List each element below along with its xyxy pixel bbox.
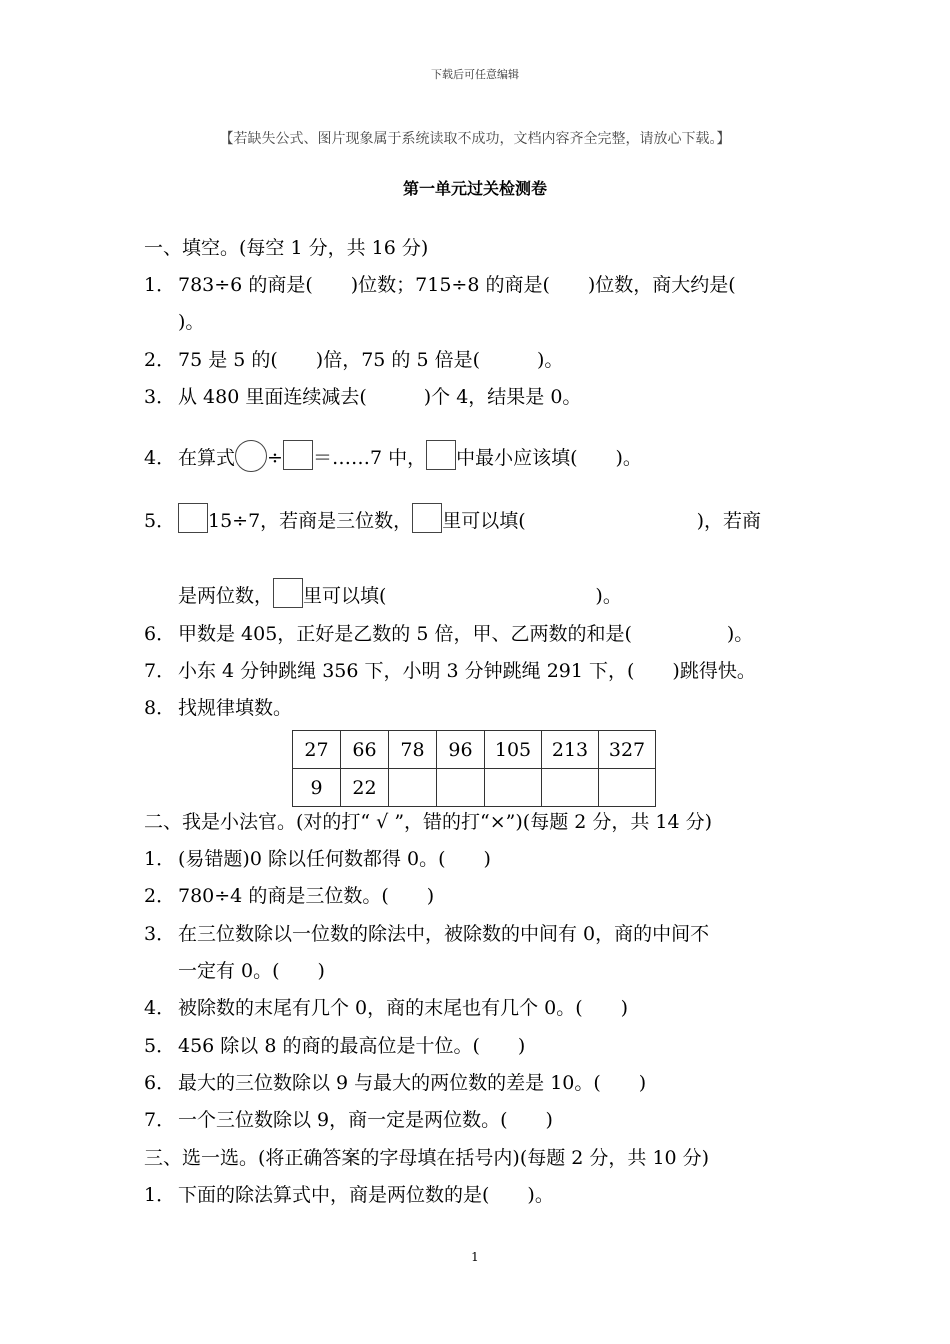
question-1-3 bbox=[144, 385, 581, 409]
text-part: 里可以填( )。 bbox=[303, 585, 622, 607]
blank-square bbox=[283, 440, 313, 470]
table-cell bbox=[542, 769, 599, 807]
question-number: 7． bbox=[144, 1109, 176, 1131]
table-cell: 105 bbox=[485, 731, 542, 769]
question-2-3 bbox=[144, 922, 709, 946]
question-2-1 bbox=[144, 847, 491, 871]
question-number: 2． bbox=[144, 885, 176, 907]
question-1-8 bbox=[144, 696, 292, 720]
document-title: 第一单元过关检测卷 bbox=[402, 179, 547, 198]
blank-square bbox=[273, 578, 303, 608]
blank-square bbox=[412, 503, 442, 533]
question-1-7 bbox=[144, 659, 756, 683]
question-text: 最大的三位数除以 9 与最大的两位数的差是 10。( ) bbox=[178, 1072, 647, 1094]
text-part: ＝……7 中， bbox=[312, 447, 427, 469]
question-number: 5． bbox=[144, 510, 176, 532]
question-number: 2． bbox=[144, 349, 176, 371]
pattern-table bbox=[292, 730, 656, 807]
question-text: 780÷4 的商是三位数。( ) bbox=[178, 885, 435, 907]
text-part: ÷ bbox=[267, 447, 283, 469]
question-1-5 bbox=[144, 503, 761, 533]
question-text: 甲数是 405，正好是乙数的 5 倍，甲、乙两数的和是( )。 bbox=[178, 623, 754, 645]
page-header: 下载后可任意编辑 bbox=[431, 68, 519, 81]
question-number: 1． bbox=[144, 274, 176, 296]
question-number: 4． bbox=[144, 997, 176, 1019]
question-2-6 bbox=[144, 1071, 646, 1095]
table-cell: 22 bbox=[341, 769, 389, 807]
question-number: 3． bbox=[144, 386, 176, 408]
question-3-1 bbox=[144, 1183, 554, 1207]
section2-heading: 二、我是小法官。(对的打“ √ ”，错的打“×”)(每题 2 分，共 14 分) bbox=[144, 811, 713, 833]
table-cell bbox=[437, 769, 485, 807]
question-number: 8． bbox=[144, 697, 176, 719]
question-text: 小东 4 分钟跳绳 356 下，小明 3 分钟跳绳 291 下，( )跳得快。 bbox=[178, 660, 756, 682]
question-number: 3． bbox=[144, 923, 176, 945]
question-2-2 bbox=[144, 884, 434, 908]
text-part: 15÷7，若商是三位数， bbox=[208, 510, 413, 532]
question-number: 6． bbox=[144, 623, 176, 645]
table-row bbox=[293, 769, 656, 807]
question-text: 456 除以 8 的商的最高位是十位。( ) bbox=[178, 1035, 526, 1057]
question-1-4 bbox=[144, 440, 642, 472]
section1-heading: 一、填空。(每空 1 分，共 16 分) bbox=[144, 237, 429, 259]
question-text: (易错题)0 除以任何数都得 0。( ) bbox=[178, 848, 491, 870]
table-cell: 78 bbox=[389, 731, 437, 769]
question-number: 6． bbox=[144, 1072, 176, 1094]
table-cell bbox=[485, 769, 542, 807]
question-1-1-cont: )。 bbox=[178, 311, 205, 333]
question-2-3-cont: 一定有 0。( ) bbox=[178, 960, 325, 982]
table-cell: 327 bbox=[599, 731, 656, 769]
question-number: 7． bbox=[144, 660, 176, 682]
text-part: 里可以填( )，若商 bbox=[442, 510, 762, 532]
question-text: 75 是 5 的( )倍，75 的 5 倍是( )。 bbox=[178, 349, 564, 371]
question-1-1 bbox=[144, 273, 736, 297]
text-part: 中最小应该填( )。 bbox=[456, 447, 642, 469]
question-text: 被除数的末尾有几个 0，商的末尾也有几个 0。( ) bbox=[178, 997, 629, 1019]
question-text: 从 480 里面连续减去( )个 4，结果是 0。 bbox=[178, 386, 582, 408]
question-text: 在三位数除以一位数的除法中，被除数的中间有 0，商的中间不 bbox=[178, 923, 710, 945]
text-part: 是两位数， bbox=[178, 585, 274, 607]
notice-text: 【若缺失公式、图片现象属于系统读取不成功，文档内容齐全完整，请放心下载。】 bbox=[219, 131, 731, 147]
question-2-4 bbox=[144, 996, 628, 1020]
question-1-2 bbox=[144, 348, 563, 372]
question-text: 783÷6 的商是( )位数；715÷8 的商是( )位数，商大约是( bbox=[178, 274, 736, 296]
table-cell: 9 bbox=[293, 769, 341, 807]
table-cell: 66 bbox=[341, 731, 389, 769]
question-2-7 bbox=[144, 1108, 553, 1132]
blank-circle bbox=[235, 440, 267, 472]
table-row bbox=[293, 731, 656, 769]
question-text: 找规律填数。 bbox=[178, 697, 293, 719]
section3-heading: 三、选一选。(将正确答案的字母填在括号内)(每题 2 分，共 10 分) bbox=[144, 1147, 710, 1169]
table-cell bbox=[389, 769, 437, 807]
question-text: 下面的除法算式中，商是两位数的是( )。 bbox=[178, 1184, 554, 1206]
question-1-6 bbox=[144, 622, 753, 646]
table-cell: 213 bbox=[542, 731, 599, 769]
question-text: 一个三位数除以 9，商一定是两位数。( ) bbox=[178, 1109, 553, 1131]
question-number: 5． bbox=[144, 1035, 176, 1057]
blank-square bbox=[178, 503, 208, 533]
page-number: 1 bbox=[471, 1250, 479, 1264]
question-number: 1． bbox=[144, 1184, 176, 1206]
table-cell: 96 bbox=[437, 731, 485, 769]
table-cell bbox=[599, 769, 656, 807]
question-2-5 bbox=[144, 1034, 525, 1058]
question-number: 4． bbox=[144, 447, 176, 469]
blank-square bbox=[426, 440, 456, 470]
question-1-5-cont bbox=[178, 578, 622, 608]
question-number: 1． bbox=[144, 848, 176, 870]
text-part: 在算式 bbox=[178, 447, 236, 469]
table-cell: 27 bbox=[293, 731, 341, 769]
